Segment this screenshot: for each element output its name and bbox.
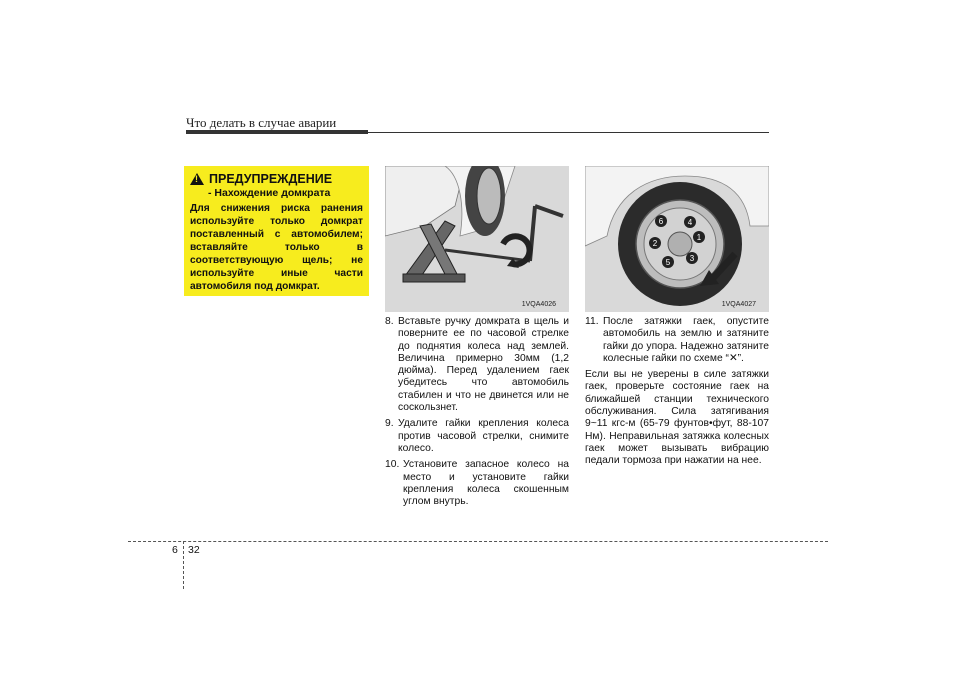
step-number: 9. — [385, 418, 394, 430]
section-title: Что делать в случае аварии — [186, 115, 337, 130]
figure-code: 1VQA4026 — [521, 301, 556, 308]
step-number: 10. — [385, 459, 400, 471]
jack-illustration — [385, 166, 569, 312]
figure-code: 1VQA4027 — [721, 301, 756, 308]
warning-heading: ПРЕДУПРЕЖДЕНИЕ — [209, 172, 333, 186]
svg-text:3: 3 — [689, 254, 695, 263]
step-text: Установите запасное колесо на место и установите гайки крепления колеса скошенным углом внутрь. — [403, 459, 569, 508]
lug-nut-1 — [693, 231, 705, 243]
warning-subheading: - Нахождение домкрата — [208, 187, 331, 199]
wheel-drawing — [585, 166, 769, 312]
instructions-left-column — [385, 316, 569, 512]
footer-divider — [128, 541, 828, 542]
step-9 — [385, 418, 569, 455]
header-accent-bar — [186, 130, 368, 134]
section-number: 6 — [172, 544, 178, 556]
lug-nut-2 — [649, 237, 661, 249]
step-number: 11. — [585, 316, 599, 327]
warning-text: Для снижения риска ранения используйте только домкрат поставленный с автомобилем; вставляйте только в соответствующую щель; не используйте иные части автомобиля под домкрат. — [190, 203, 363, 292]
torque-note: Если вы не уверены в силе затяжки гаек, проверьте состояние гаек на ближайшей станции технического обслуживания. Сила затягивания 9~11 кгс-м (65-79 фунтов•фут, 88-107 Нм). Неправильная затяжка колесных гаек может вызывать вибрацию педали тормоза при нажатии на нее. — [585, 369, 769, 467]
footer-vertical-divider — [183, 541, 184, 589]
svg-text:2: 2 — [652, 239, 658, 248]
svg-text:5: 5 — [665, 258, 671, 267]
wheel-illustration — [585, 166, 769, 312]
svg-text:4: 4 — [687, 218, 693, 227]
jack-drawing — [385, 166, 569, 312]
step-11 — [585, 316, 769, 365]
instructions-right-column — [585, 316, 769, 468]
warning-icon — [190, 173, 204, 185]
page-number: 32 — [188, 544, 200, 556]
lug-nut-5 — [662, 256, 674, 268]
step-10 — [385, 459, 569, 508]
lug-nut-3 — [686, 252, 698, 264]
step-number: 8. — [385, 316, 394, 327]
svg-text:1: 1 — [696, 233, 702, 242]
step-8 — [385, 316, 569, 414]
warning-box — [184, 166, 369, 296]
lug-nut-6 — [655, 215, 667, 227]
step-text: После затяжки гаек, опустите автомобиль на землю и затяните гайки до упора. Надежно затяните колесные гайки по схеме “✕”. — [603, 316, 769, 364]
lug-nut-4 — [684, 216, 696, 228]
step-text: Вставьте ручку домкрата в щель и поверните ее по часовой стрелке до поднятия колеса над землей. Величина примерно 30мм (1,2 дюйма). Перед удалением гаек убедитесь что автомобиль стабилен и что не двинется или не соскользнет. — [398, 316, 569, 414]
svg-text:6: 6 — [658, 217, 664, 226]
step-text: Удалите гайки крепления колеса против часовой стрелки, снимите колесо. — [398, 418, 569, 454]
